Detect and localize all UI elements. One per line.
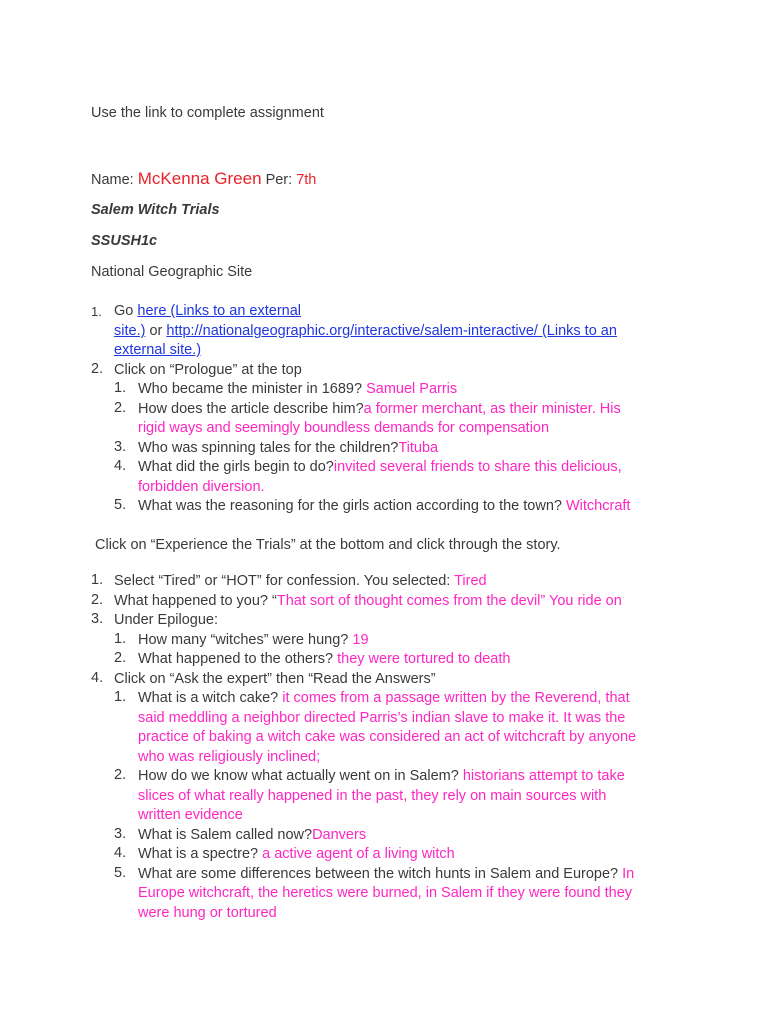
sub-number: 4. [114,458,127,474]
list-item: Go here (Links to an external [114,303,301,319]
sub-number: 1. [114,631,127,647]
list-item [114,341,201,361]
answer-cont: written evidence [138,807,243,823]
per-value: 7th [296,172,317,188]
answer: a active agent of a living witch [262,846,455,862]
answer: it comes from a passage written by the Reverend, that [282,690,630,706]
here-link[interactable]: here (Links to an external [137,303,301,319]
standard-code: SSUSH1c [91,233,158,249]
list-number: 2. [91,361,104,377]
answer: In [622,866,635,882]
answer: 19 [352,632,369,648]
trials-intro: Click on “Experience the Trials” at the bottom and click through the story. [95,537,561,553]
question: Who became the minister in 1689? Samuel Parris [138,381,458,397]
question: Select “Tired” or “HOT” for confession. You selected: Tired [114,573,487,589]
question: What is a witch cake? it comes from a passage written by the Reverend, that [138,690,630,706]
answer-cont: forbidden diversion. [138,479,265,495]
sub-number: 3. [114,439,127,455]
answer-cont: slices of what really happened in the past, they rely on main sources with [138,788,607,804]
name-label: Name: [91,172,138,188]
question: What are some differences between the witch hunts in Salem and Europe? In [138,866,635,882]
answer-cont: said meddling a neighbor directed Parris’s indian slave to make it. It was the [138,710,626,726]
question: What happened to the others? they were tortured to death [138,651,511,667]
list-item: Under Epilogue: [114,612,218,628]
answer-cont: rigid ways and seemingly boundless demands for compensation [138,420,550,436]
sub-number: 2. [114,400,127,416]
list-number: 3. [91,611,104,627]
list-number: 1. [91,572,104,588]
intro-text: Use the link to complete assignment [91,105,324,121]
question: What is a spectre? a active agent of a living witch [138,846,455,862]
answer-cont: who was religiously inclined; [138,749,321,765]
sub-number: 1. [114,380,127,396]
per-label: Per: [261,172,297,188]
question: How do we know what actually went on in Salem? historians attempt to take [138,768,625,784]
answer: historians attempt to take [462,768,625,784]
question: What did the girls begin to do?invited several friends to share this delicious, [138,459,622,475]
answer: Danvers [312,827,367,843]
answer: invited several friends to share this delicious, [333,459,622,475]
question: What happened to you? “That sort of thought comes from the devil” You ride on [114,593,622,609]
list-item: Click on “Ask the expert” then “Read the Answers” [114,671,436,687]
site-heading: National Geographic Site [91,264,253,280]
sub-number: 1. [114,689,127,705]
doc-title: Salem Witch Trials [91,202,220,218]
list-item: Click on “Prologue” at the top [114,362,302,378]
answer-cont: Europe witchcraft, the heretics were burned, in Salem if they were found they [138,885,633,901]
question: What is Salem called now?Danvers [138,827,367,843]
list-number: 2. [91,592,104,608]
sub-number: 2. [114,767,127,783]
natgeo-link-cont[interactable]: external site.) [114,342,202,358]
list-number: 1. [91,304,102,319]
name-line [91,168,316,191]
here-link-cont[interactable]: site.) [114,323,146,339]
name-value: McKenna Green [137,169,262,188]
list-item: site.) or http://nationalgeographic.org/interactive/salem-interactive/ (Links to an [114,323,617,339]
sub-number: 3. [114,826,127,842]
sub-number: 2. [114,650,127,666]
answer: Samuel Parris [366,381,458,397]
answer: a former merchant, as their minister. His [363,401,621,417]
question: How many “witches” were hung? 19 [138,632,369,648]
question: Who was spinning tales for the children?Tituba [138,440,439,456]
answer-cont: practice of baking a witch cake was considered an act of witchcraft by anyone [138,729,637,745]
answer: Witchcraft [565,498,631,514]
answer: they were tortured to death [337,651,511,667]
sub-number: 5. [114,865,127,881]
answer: That sort of thought comes from the devil” You ride on [276,593,622,609]
sub-number: 5. [114,497,127,513]
question: How does the article describe him?a former merchant, as their minister. His [138,401,621,417]
sub-number: 4. [114,845,127,861]
answer: Tituba [398,440,439,456]
answer-cont: were hung or tortured [138,905,277,921]
answer: Tired [454,573,487,589]
question: What was the reasoning for the girls action according to the town? Witchcraft [138,498,631,514]
list-number: 4. [91,670,104,686]
natgeo-link[interactable]: http://nationalgeographic.org/interactive/salem-interactive/ (Links to an [166,323,617,339]
